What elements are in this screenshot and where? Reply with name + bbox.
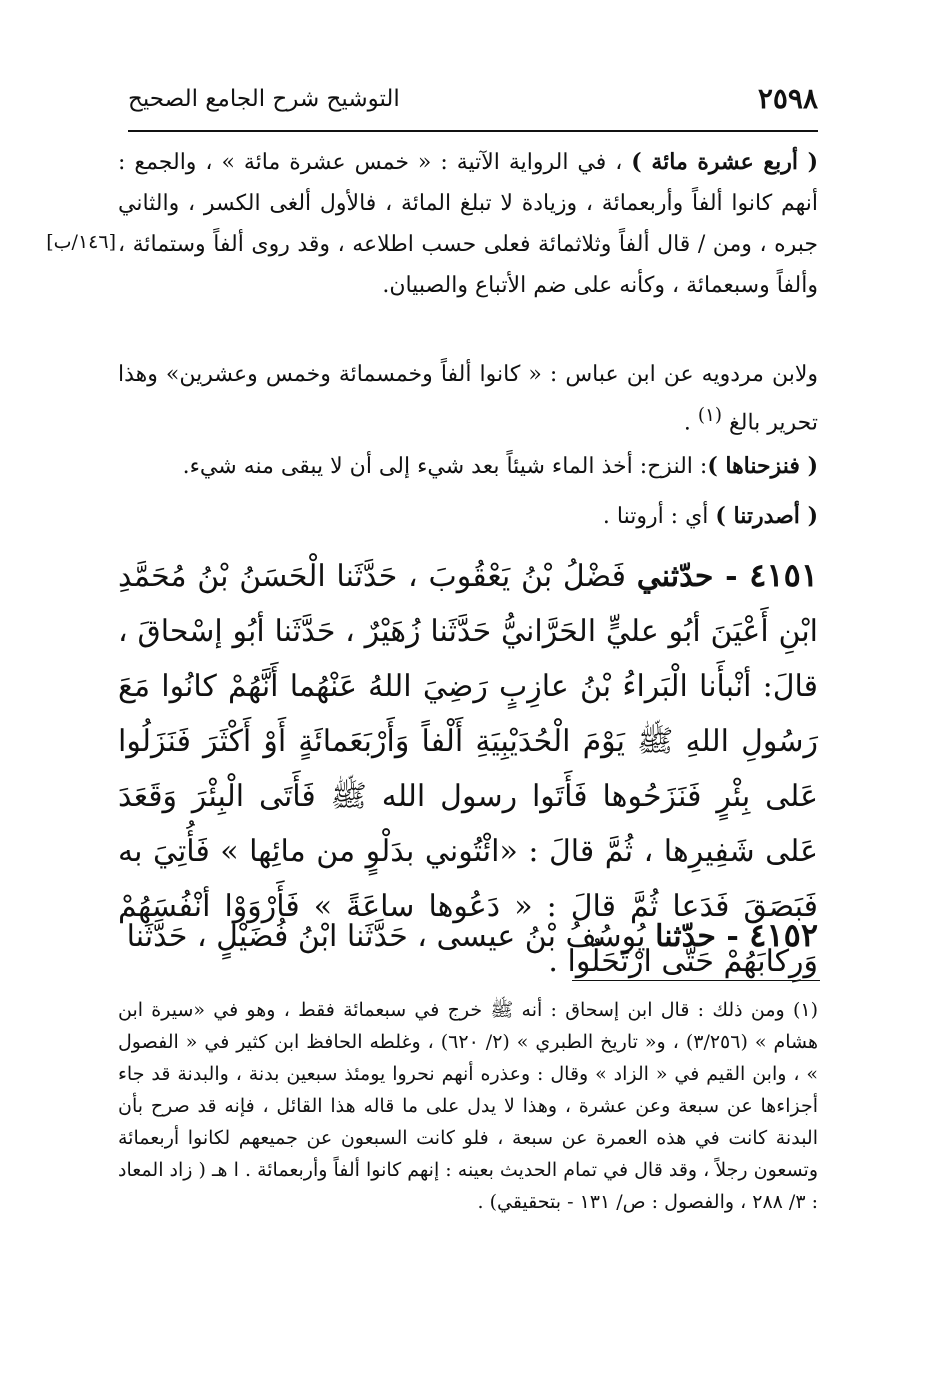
hadith-4152	[118, 908, 818, 964]
commentary-paragraph-3	[118, 446, 818, 487]
page-number: ٢٥٩٨	[757, 82, 818, 115]
hadith-lead: - حدّثنا	[655, 919, 750, 954]
lemma-term: ( فنزحناها )	[707, 453, 818, 479]
commentary-text: أي : أروتنا .	[602, 504, 716, 529]
commentary-paragraph-4	[118, 496, 818, 537]
running-header	[128, 80, 818, 122]
hadith-number: ٤١٥١	[749, 556, 818, 594]
lemma-term: ( أصدرتنا )	[715, 503, 818, 529]
book-title: التوشيح شرح الجامع الصحيح	[128, 86, 400, 112]
manuscript-folio-note: [١٤٦/ب]	[46, 231, 116, 253]
commentary-text: ، في الرواية الآتية : « خمس عشرة مائة » ، والجمع : أنهم كانوا ألفاً وأربعمائة ، وزيادة لا تبلغ المائة ، فالأول ألغى الكسر ، والثاني جبره ، ومن / قال ألفاً وثلاثمائة فعلى حسب اطلاعه ، وقد روى ألفاً وستمائة ، وألفاً وسبعمائة ، وكأنه على ضم الأتباع والصبيان.	[118, 150, 818, 298]
footnote-separator	[572, 980, 820, 981]
commentary-end: .	[683, 410, 698, 436]
hadith-number: ٤١٥٢	[749, 916, 818, 954]
hadith-text: فَضْلُ بْنُ يَعْقُوبَ ، حَدَّثَنا الْحَسَنُ بْنُ مُحَمَّدِ ابْنِ أَعْيَنَ أبُو عليٍّ الحَرَّانيُّ حَدَّثَنا زُهَيْرٌ ، حَدَّثَنا أبُو إسْحاقَ ، قالَ: أنْبأَنا الْبَراءُ بْنُ عازِبٍ رَضِيَ اللهُ عَنْهُما أَنَّهُمْ كانُوا مَعَ رَسُولِ اللهِ ﷺ يَوْمَ الْحُدَيْبِيَةِ أَلْفاً وَأَرْبَعَمائَةٍ أَوْ أَكْثَرَ فَنَزَلُوا عَلى بِئْرٍ فَنَزَحُوها فَأَتَوا رسول الله ﷺ فَأَتَى الْبِئْرَ وَقَعَدَ عَلى شَفِيرِها ، ثُمَّ قالَ : «ائْتُوني بدَلْوٍ من مائِها » فَأُتِيَ به فَبَصَقَ فَدَعا ثُمَّ قالَ : « دَعُوها ساعَةً » فَأَرْوَوْا أنْفُسَهُمْ وَرِكابَهُمْ حَتَّى ارْتَحَلُوا .	[118, 559, 819, 979]
commentary-paragraph-1	[118, 142, 818, 306]
hadith-text: يُوسُفُ بْنُ عيسى ، حَدَّثَنا ابْنُ فُضَيْلٍ ، حَدَّثَنا	[126, 919, 656, 954]
commentary-text: ولابن مردويه عن ابن عباس : « كانوا ألفاً وخمسمائة وخمس وعشرين» وهذا تحرير بالغ	[118, 362, 818, 436]
commentary-paragraph-2	[118, 354, 818, 443]
footnote-reference[interactable]: (١)	[697, 405, 723, 426]
header-rule	[128, 130, 818, 132]
commentary-text: : النزح: أخذ الماء شيئاً بعد شيء إلى أن لا يبقى منه شيء.	[182, 454, 708, 479]
hadith-lead: - حدّثني	[636, 559, 750, 594]
footnote-1: (١) ومن ذلك : قال ابن إسحاق : أنه ﷺ خرج في سبعمائة فقط ، وهو في «سيرة ابن هشام » (٣/٢٥٦) ، و« تاريخ الطبري » (٢/ ٦٢٠) ، وغلطه الحافظ ابن كثير في « الفصول » ، وابن القيم في « الزاد » وقال : وعذره أنهم نحروا يومئذ سبعين بدنة ، والبدنة قد جاء أجزاءها عن سبعة وعن عشرة ، وهذا لا يدل على ما قاله هذا القائل ، فإنه قد صرح بأن البدنة كانت في هذه العمرة عن سبعة ، فلو كانت السبعون عن جميعهم لكانوا أربعمائة وتسعون رجلاً ، وقد قال في تمام الحديث بعينه : إنهم كانوا ألفاً وأربعمائة . ا هـ ( زاد المعاد : ٣/ ٢٨٨ ، والفصول : ص/ ١٣١ - بتحقيقي) .	[118, 999, 818, 1213]
lemma-term: ( أربع عشرة مائة )	[631, 149, 818, 175]
